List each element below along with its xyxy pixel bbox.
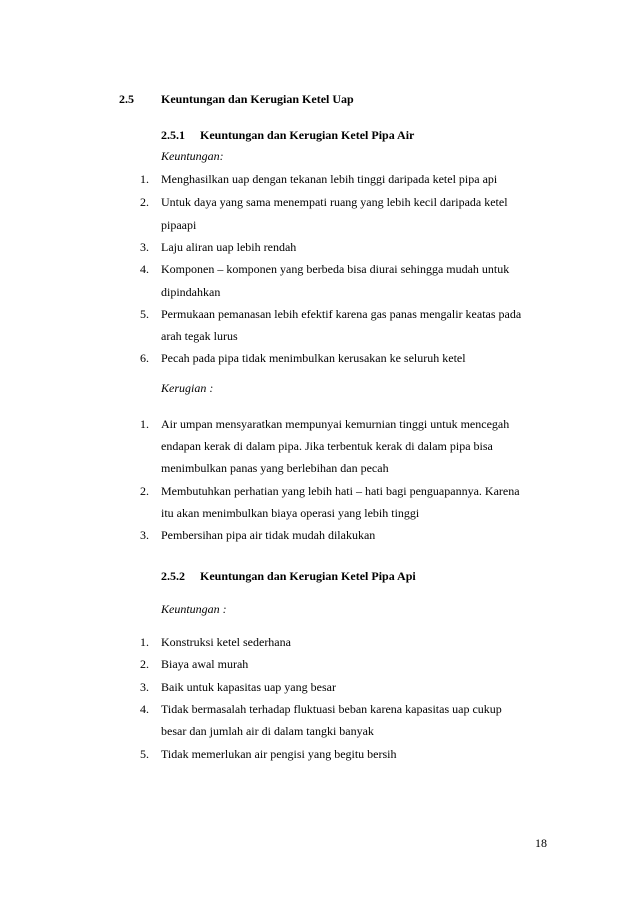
list-number: 2. (140, 195, 149, 209)
list-item-text: arah tegak lurus (161, 329, 238, 343)
list-item-text: itu akan menimbulkan biaya operasi yang lebih tinggi (161, 506, 420, 520)
list-item-text: Menghasilkan uap dengan tekanan lebih tinggi daripada ketel pipa api (161, 172, 498, 186)
list-item-text: dipindahkan (161, 285, 221, 299)
subsection-title-1: Keuntungan dan Kerugian Ketel Pipa Air (200, 128, 415, 142)
list-number: 1. (140, 417, 149, 431)
list-number: 1. (140, 635, 149, 649)
disadvantages-label-1: Kerugian : (161, 381, 214, 395)
list-item-text: menimbulkan panas yang berlebihan dan pecah (161, 461, 389, 475)
list-item-text: Permukaan pemanasan lebih efektif karena gas panas mengalir keatas pada (161, 307, 522, 321)
list-number: 3. (140, 528, 149, 542)
list-item-text: Tidak bermasalah terhadap fluktuasi beban karena kapasitas uap cukup (161, 702, 502, 716)
subsection-title-2: Keuntungan dan Kerugian Ketel Pipa Api (200, 569, 416, 583)
list-number: 6. (140, 351, 149, 365)
list-number: 5. (140, 307, 149, 321)
list-number: 2. (140, 657, 149, 671)
list-item-text: Laju aliran uap lebih rendah (161, 240, 297, 254)
list-item-text: Biaya awal murah (161, 657, 249, 671)
list-item-text: Pembersihan pipa air tidak mudah dilakukan (161, 528, 376, 542)
list-number: 4. (140, 702, 149, 716)
list-item-text: Membutuhkan perhatian yang lebih hati – hati bagi penguapannya. Karena (161, 484, 520, 498)
list-item-text: pipaapi (161, 218, 197, 232)
list-item-text: Untuk daya yang sama menempati ruang yang lebih kecil daripada ketel (161, 195, 508, 209)
subsection-number-1: 2.5.1 (161, 128, 185, 142)
section-title: Keuntungan dan Kerugian Ketel Uap (161, 92, 354, 106)
advantages-label-2: Keuntungan : (161, 602, 227, 616)
list-number: 3. (140, 680, 149, 694)
subsection-number-2: 2.5.2 (161, 569, 185, 583)
list-item-text: Pecah pada pipa tidak menimbulkan kerusakan ke seluruh ketel (161, 351, 466, 365)
list-item-text: Baik untuk kapasitas uap yang besar (161, 680, 336, 694)
list-item-text: Tidak memerlukan air pengisi yang begitu bersih (161, 747, 397, 761)
list-item-text: Konstruksi ketel sederhana (161, 635, 291, 649)
list-item-text: Air umpan mensyaratkan mempunyai kemurnian tinggi untuk mencegah (161, 417, 510, 431)
list-item-text: Komponen – komponen yang berbeda bisa diurai sehingga mudah untuk (161, 262, 510, 276)
list-number: 3. (140, 240, 149, 254)
list-number: 4. (140, 262, 149, 276)
list-number: 1. (140, 172, 149, 186)
page-number: 18 (535, 836, 547, 850)
list-item-text: endapan kerak di dalam pipa. Jika terbentuk kerak di dalam pipa bisa (161, 439, 493, 453)
advantages-label-1: Keuntungan: (161, 149, 224, 163)
list-item-text: besar dan jumlah air di dalam tangki banyak (161, 724, 374, 738)
list-number: 5. (140, 747, 149, 761)
section-number: 2.5 (119, 92, 134, 106)
list-number: 2. (140, 484, 149, 498)
